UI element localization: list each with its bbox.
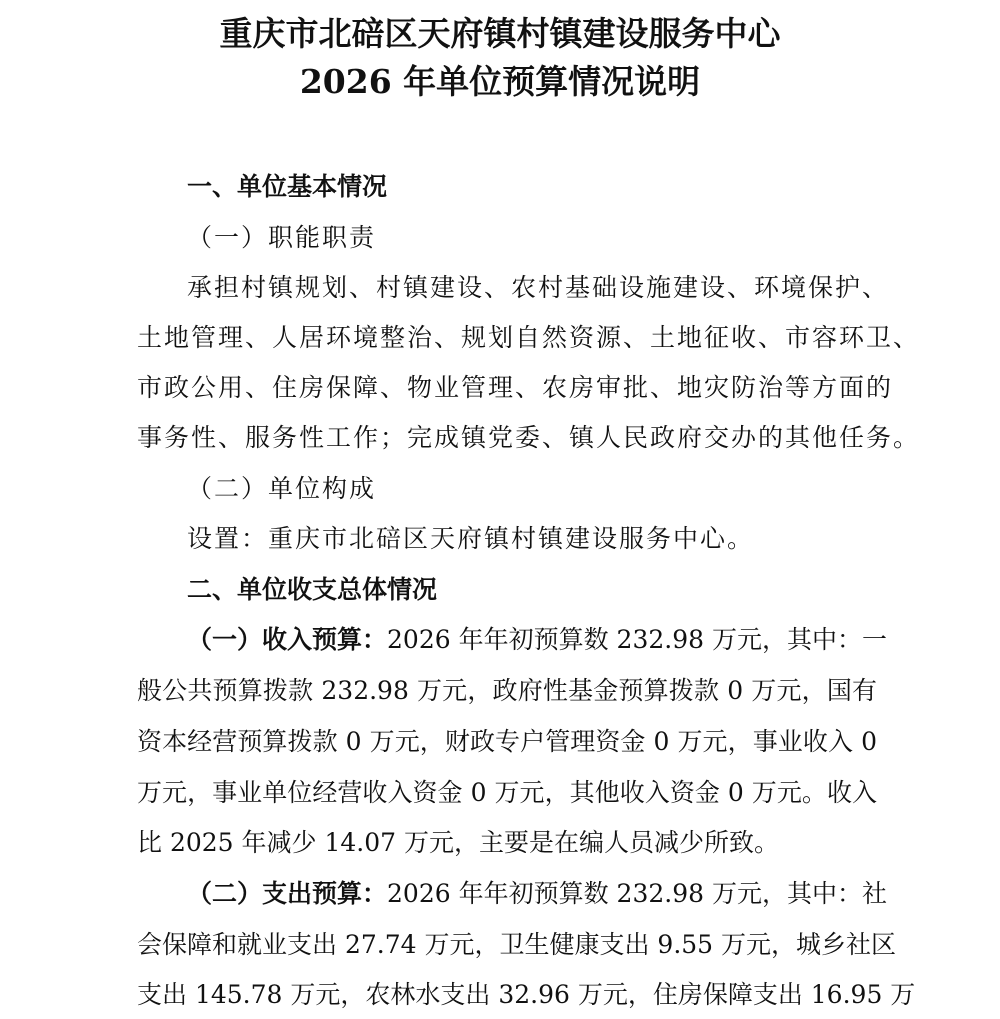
expense-paragraph-line: 支出 145.78 万元，农林水支出 32.96 万元，住房保障支出 16.95 万 — [137, 980, 916, 1009]
document-title-line2: 2026 年单位预算情况说明 — [299, 62, 701, 101]
duties-paragraph-line: 市政公用、住房保障、物业管理、农房审批、地灾防治等方面的 — [137, 373, 894, 402]
subsection-heading-duties: （一）职能职责 — [187, 223, 377, 252]
income-paragraph-first-line — [187, 623, 887, 657]
income-paragraph-line: 般公共预算拨款 232.98 万元，政府性基金预算拨款 0 万元，国有 — [137, 676, 877, 705]
expense-label: （二）支出预算： — [187, 879, 388, 908]
document-title-line1: 重庆市北碚区天府镇村镇建设服务中心 — [219, 14, 781, 53]
duties-paragraph-line: 事务性、服务性工作；完成镇党委、镇人民政府交办的其他任务。 — [137, 423, 921, 452]
income-label: （一）收入预算： — [187, 625, 388, 654]
income-paragraph-line: 比 2025 年减少 14.07 万元，主要是在编人员减少所致。 — [137, 828, 779, 857]
section-heading-basic-info: 一、单位基本情况 — [187, 172, 388, 201]
expense-paragraph-first-line — [187, 877, 887, 911]
duties-paragraph-line: 承担村镇规划、村镇建设、农村基础设施建设、环境保护、 — [187, 273, 890, 302]
duties-paragraph-line: 土地管理、人居环境整治、规划自然资源、土地征收、市容环卫、 — [137, 323, 921, 352]
income-paragraph-line: 2026 年年初预算数 232.98 万元，其中：一 — [387, 625, 887, 654]
expense-paragraph-line: 会保障和就业支出 27.74 万元，卫生健康支出 9.55 万元，城乡社区 — [137, 930, 897, 959]
subsection-heading-structure: （二）单位构成 — [187, 474, 377, 503]
income-paragraph-line: 资本经营预算拨款 0 万元，财政专户管理资金 0 万元，事业收入 0 — [137, 727, 877, 756]
income-paragraph-line: 万元，事业单位经营收入资金 0 万元，其他收入资金 0 万元。收入 — [137, 778, 877, 807]
expense-paragraph-line: 2026 年年初预算数 232.98 万元，其中：社 — [387, 879, 887, 908]
structure-paragraph-line: 设置：重庆市北碚区天府镇村镇建设服务中心。 — [187, 524, 755, 553]
section-heading-budget-overview: 二、单位收支总体情况 — [187, 575, 438, 604]
